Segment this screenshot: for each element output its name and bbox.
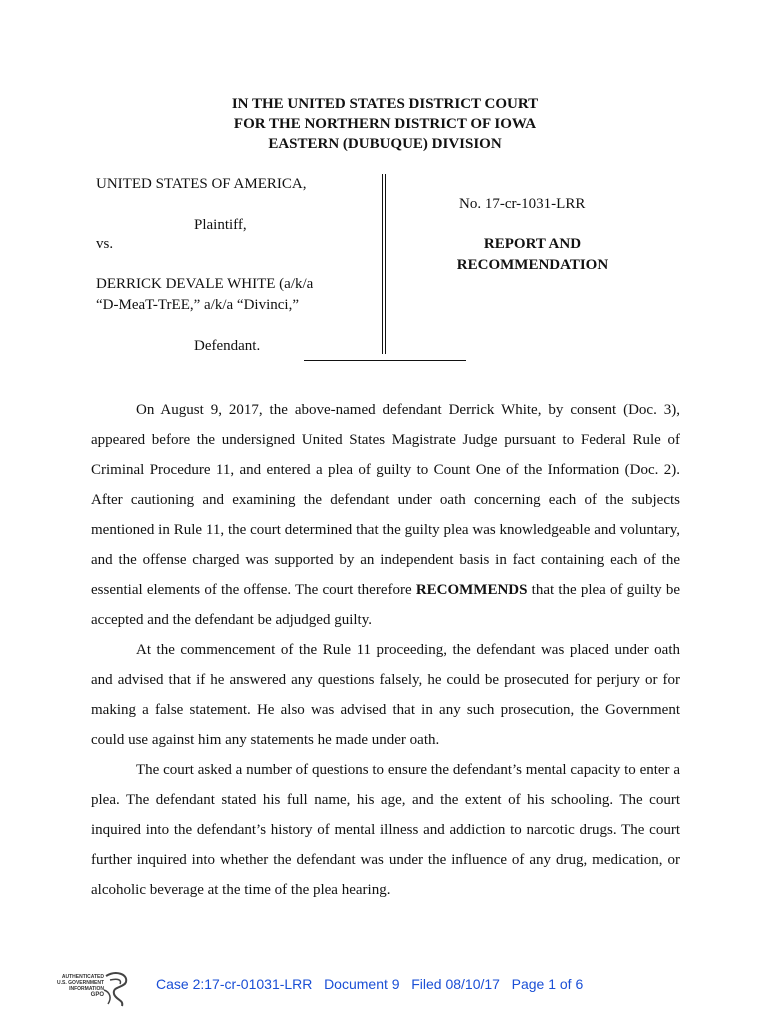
document-body <box>91 395 680 905</box>
division-name: EASTERN (DUBUQUE) DIVISION <box>268 136 502 152</box>
gpo-logo-line4: GPO <box>90 992 104 998</box>
court-name: IN THE UNITED STATES DISTRICT COURT <box>231 96 539 112</box>
gpo-logo-text <box>42 974 104 998</box>
document-title-line1: REPORT AND <box>483 236 582 252</box>
plaintiff-role: Plaintiff, <box>194 217 247 233</box>
paragraph-1-text-b: that the plea of guilty be accepted and the defendant be adjudged guilty. <box>91 582 680 628</box>
caption-separator <box>304 360 466 361</box>
defendant-name-line2: “D-MeaT-TrEE,” a/k/a “Divinci,” <box>96 297 299 313</box>
court-header <box>0 94 770 154</box>
gpo-authentication-logo <box>42 970 132 1010</box>
case-caption <box>0 174 770 364</box>
recommends-emphasis: RECOMMENDS <box>415 582 528 598</box>
case-number: No. 17-cr-1031-LRR <box>459 196 586 212</box>
gpo-logo-line2: U.S. GOVERNMENT <box>57 980 104 986</box>
eagle-icon <box>102 970 132 1010</box>
defendant-name-line1: DERRICK DEVALE WHITE (a/k/a <box>96 276 314 292</box>
document-title <box>430 234 635 276</box>
paragraph-3: The court asked a number of questions to ensure the defendant’s mental capacity to enter a plea. The defendant stated his full name, his age, and the extent of his schooling. The court inquired into the defendant’s history of mental illness and addiction to narcotic drugs. The court further inquired into whether the defendant was under the influence of any drug, medication, or alcoholic beverage at the time of the plea hearing. <box>91 762 680 898</box>
paragraph-1 <box>91 395 680 635</box>
paragraph-2: At the commencement of the Rule 11 proceeding, the defendant was placed under oath and advised that if he answered any questions falsely, he could be prosecuted for perjury or for making a false statement. He also was advised that in any such prosecution, the Government could use against him any statements he made under oath. <box>91 642 680 748</box>
paragraph-1-text-a: On August 9, 2017, the above-named defendant Derrick White, by consent (Doc. 3), appeared before the undersigned United States Magistrate Judge pursuant to Federal Rule of Criminal Procedure 11, and entered a plea of guilty to Count One of the Information (Doc. 2). After cautioning and examining the defendant under oath concerning each of the subjects mentioned in Rule 11, the court determined that the guilty plea was knowledgeable and voluntary, and the offense charged was supported by an independent basis in fact containing each of the essential elements of the offense. The court therefore <box>91 402 680 598</box>
district-name: FOR THE NORTHERN DISTRICT OF IOWA <box>233 116 537 132</box>
document-title-line2: RECOMMENDATION <box>456 257 609 273</box>
ecf-filing-stamp: Case 2:17-cr-01031-LRR Document 9 Filed 08/10/17 Page 1 of 6 <box>156 976 584 992</box>
plaintiff-name: UNITED STATES OF AMERICA, <box>96 176 307 192</box>
versus-label: vs. <box>96 236 114 252</box>
gpo-logo-line3: INFORMATION <box>69 986 104 992</box>
gpo-logo-line1: AUTHENTICATED <box>61 974 104 980</box>
defendant-role: Defendant. <box>194 338 261 354</box>
caption-divider <box>382 174 386 354</box>
